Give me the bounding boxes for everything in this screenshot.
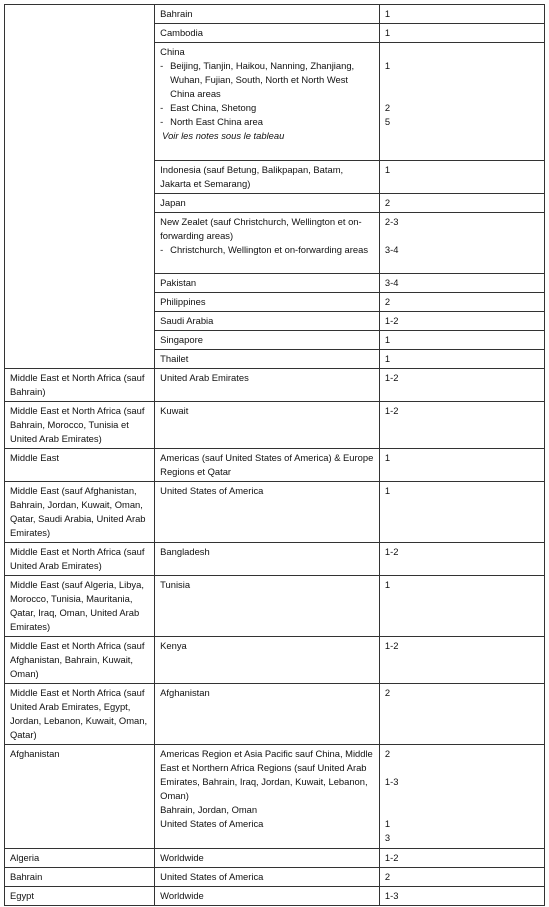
value-line: 3-4 [384, 244, 399, 255]
destination-cell: Tunisia [155, 576, 380, 637]
destination-cell: United Arab Emirates [155, 369, 380, 402]
table-row [5, 5, 545, 24]
value-cell: 1 [379, 350, 544, 369]
origin-cell: Egypt [5, 887, 155, 906]
value-cell: 1-2 [379, 312, 544, 331]
origin-cell: Middle East et North Africa (sauf United Arab Emirates) [5, 543, 155, 576]
value-cell: 1 [379, 449, 544, 482]
destination-cell [155, 213, 380, 274]
value-cell: 1-2 [379, 543, 544, 576]
destination-cell: Kuwait [155, 402, 380, 449]
value-cell: 1 [379, 161, 544, 194]
value-line: 5 [384, 116, 391, 127]
origin-cell: Middle East et North Africa (sauf Bahrain) [5, 369, 155, 402]
destination-cell: Philippines [155, 293, 380, 312]
destination-cell: Worldwide [155, 887, 380, 906]
destination-cell: Americas (sauf United States of America) & Europe Regions et Qatar [155, 449, 380, 482]
origin-cell: Bahrain [5, 868, 155, 887]
value-cell [379, 213, 544, 274]
value-cell: 1-2 [379, 402, 544, 449]
destination-cell: Bangladesh [155, 543, 380, 576]
table-row [5, 482, 545, 543]
destination-label: New Zealet (sauf Christchurch, Wellington et on-forwarding areas) [160, 216, 362, 241]
value-cell: 2 [379, 868, 544, 887]
value-cell: 1 [379, 482, 544, 543]
origin-cell: Middle East [5, 449, 155, 482]
value-line: 1-3 [384, 776, 399, 787]
destination-line: Americas Region et Asia Pacific sauf China, Middle East et Northern Africa Regions (sauf United Arab Emirates, Bahrain, Iraq, Jordan, Kuwait, Lebanon, Oman) [160, 748, 373, 801]
destination-cell: United States of America [155, 482, 380, 543]
destination-cell: Worldwide [155, 849, 380, 868]
table-row [5, 684, 545, 745]
destination-cell: Japan [155, 194, 380, 213]
value-cell: 1-2 [379, 849, 544, 868]
value-cell: 1-3 [379, 887, 544, 906]
value-cell: 1 [379, 576, 544, 637]
origin-cell: Algeria [5, 849, 155, 868]
origin-cell: Middle East (sauf Afghanistan, Bahrain, Jordan, Kuwait, Oman, Qatar, Saudi Arabia, United Arab Emirates) [5, 482, 155, 543]
table-row [5, 745, 545, 849]
table-row [5, 868, 545, 887]
destination-cell: Cambodia [155, 24, 380, 43]
value-cell: 2 [379, 684, 544, 745]
value-cell: 2 [379, 293, 544, 312]
destination-cell: Afghanistan [155, 684, 380, 745]
destination-cell: Bahrain [155, 5, 380, 24]
origin-cell [5, 5, 155, 369]
transit-time-table [4, 4, 545, 906]
value-cell [379, 43, 544, 161]
origin-cell: Middle East et North Africa (sauf Afghanistan, Bahrain, Kuwait, Oman) [5, 637, 155, 684]
destination-cell: Saudi Arabia [155, 312, 380, 331]
value-line: 1 [384, 60, 391, 71]
destination-line: United States of America [160, 818, 264, 829]
table-row [5, 543, 545, 576]
destination-cell: Singapore [155, 331, 380, 350]
origin-cell: Middle East (sauf Algeria, Libya, Morocco, Tunisia, Mauritania, Qatar, Iraq, Oman, United Arab Emirates) [5, 576, 155, 637]
table-row [5, 887, 545, 906]
destination-cell: Thailet [155, 350, 380, 369]
origin-cell: Middle East et North Africa (sauf Bahrain, Morocco, Tunisia et United Arab Emirates) [5, 402, 155, 449]
value-cell: 2 [379, 194, 544, 213]
destination-label: China [160, 46, 185, 57]
sub-destination: - North East China area [160, 116, 263, 127]
table-row [5, 849, 545, 868]
value-line: 2-3 [384, 216, 399, 227]
value-line: 2 [384, 748, 391, 759]
sub-destination: - Beijing, Tianjin, Haikou, Nanning, Zhanjiang, Wuhan, Fujian, South, North et North West China areas [160, 60, 355, 99]
destination-cell: Kenya [155, 637, 380, 684]
table-note: Voir les notes sous le tableau [162, 130, 285, 141]
sub-destination: - Christchurch, Wellington et on-forwarding areas [160, 244, 369, 255]
value-line: 2 [384, 102, 391, 113]
value-cell: 1-2 [379, 369, 544, 402]
destination-cell: Indonesia (sauf Betung, Balikpapan, Batam, Jakarta et Semarang) [155, 161, 380, 194]
table-row [5, 402, 545, 449]
sub-destination: - East China, Shetong [160, 102, 257, 113]
value-line: 1 [384, 818, 391, 829]
destination-line: Bahrain, Jordan, Oman [160, 804, 258, 815]
value-cell: 1-2 [379, 637, 544, 684]
destination-cell: Pakistan [155, 274, 380, 293]
value-cell: 1 [379, 331, 544, 350]
table-row [5, 576, 545, 637]
origin-cell: Middle East et North Africa (sauf United Arab Emirates, Egypt, Jordan, Lebanon, Kuwait, Oman, Qatar) [5, 684, 155, 745]
table-row [5, 449, 545, 482]
table-row [5, 369, 545, 402]
destination-cell: United States of America [155, 868, 380, 887]
value-line: 3 [384, 832, 391, 843]
destination-cell [155, 745, 380, 849]
value-cell: 3-4 [379, 274, 544, 293]
value-cell: 1 [379, 24, 544, 43]
value-cell: 1 [379, 5, 544, 24]
table-row [5, 637, 545, 684]
value-cell [379, 745, 544, 849]
origin-cell: Afghanistan [5, 745, 155, 849]
destination-cell [155, 43, 380, 161]
